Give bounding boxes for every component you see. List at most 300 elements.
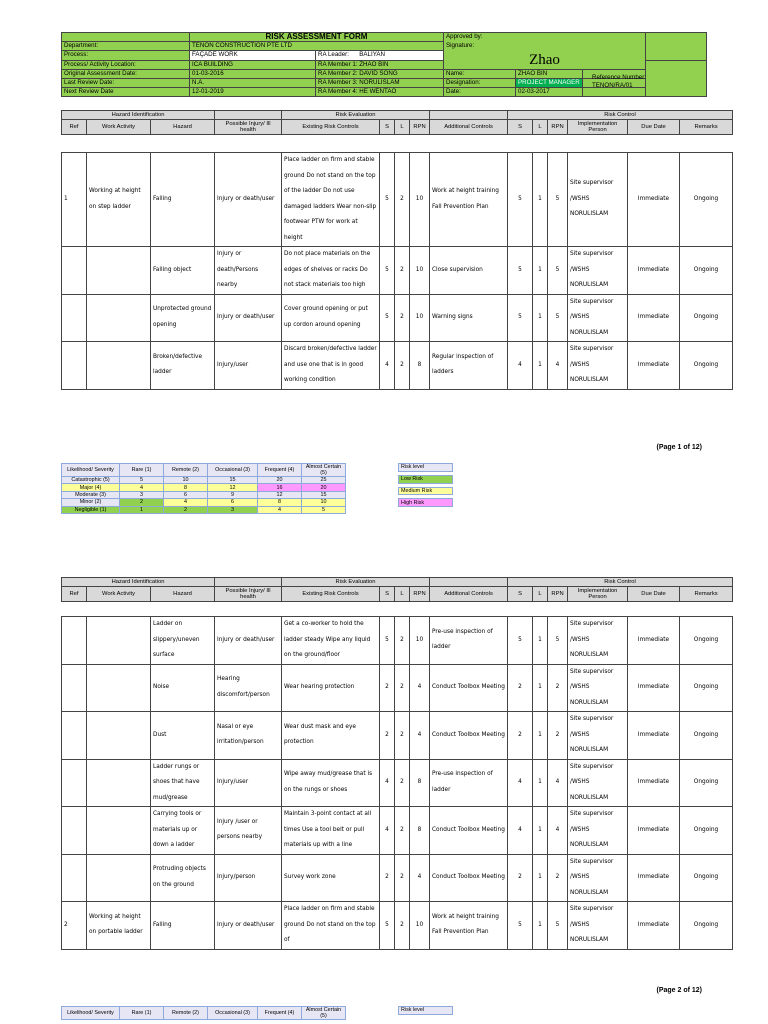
cell-hazard: Carrying tools or materials up or down a ladder [151, 807, 215, 855]
col-header-additional: Additional Controls [430, 587, 508, 602]
cell-ref [62, 854, 87, 902]
legend1-corner: Likelihood/ Severity [62, 464, 120, 477]
cell-l2: 1 [533, 807, 548, 855]
designation-label: Designation: [444, 78, 516, 87]
col-header-injury: Possible Injury/ Ill health [215, 120, 282, 135]
legend1-cell: 4 [164, 499, 208, 506]
legend2-head: Frequent (4) [258, 1007, 302, 1020]
cell-work [87, 664, 151, 712]
date-value: 02-03-2017 [516, 88, 583, 97]
reference-number-label: Reference Number: [592, 74, 646, 81]
cell-remarks: Ongoing [680, 902, 733, 950]
cell-l2: 1 [533, 902, 548, 950]
legend1-cell: 15 [208, 477, 258, 484]
cell-work [87, 617, 151, 665]
col-header-existing: Existing Risk Controls [282, 587, 380, 602]
cell-s: 2 [380, 664, 395, 712]
cell-additional: Conduct Toolbox Meeting [430, 854, 508, 902]
name-value: ZHAO BIN [516, 69, 583, 78]
col-header-remarks: Remarks [680, 587, 733, 602]
cell-ref: 2 [62, 902, 87, 950]
cell-l: 2 [395, 153, 410, 247]
designation-value: PROJECT MANAGER [516, 78, 583, 87]
legend1-head: Almost Certain (5) [302, 464, 346, 477]
cell-ref [62, 247, 87, 295]
next-review-value: 12-01-2019 [190, 88, 316, 97]
cell-s: 2 [380, 854, 395, 902]
cell-impl: Site supervisor /WSHS NORULISLAM [568, 153, 628, 247]
cell-additional: Conduct Toolbox Meeting [430, 807, 508, 855]
cell-hazard: Unprotected ground opening [151, 294, 215, 342]
cell-rpn2: 5 [548, 247, 568, 295]
cell-l: 2 [395, 342, 410, 390]
cell-rpn2: 4 [548, 759, 568, 807]
col-header-s2: S [508, 587, 533, 602]
cell-l: 2 [395, 617, 410, 665]
legend1-cell: 16 [258, 484, 302, 491]
cell-s2: 4 [508, 759, 533, 807]
col-header-impl: Implementation Person [568, 120, 628, 135]
legend1-cell: 5 [302, 506, 346, 513]
cell-rpn: 10 [410, 902, 430, 950]
cell-impl: Site supervisor /WSHS NORULISLAM [568, 664, 628, 712]
cell-work [87, 342, 151, 390]
cell-injury: Injury /user or persons nearby [215, 807, 282, 855]
legend2-head: Remote (2) [164, 1007, 208, 1020]
cell-hazard: Falling [151, 153, 215, 247]
cell-due: Immediate [628, 342, 680, 390]
form-title: RISK ASSESSMENT FORM [190, 33, 444, 42]
risk-level2-risk_level: Risk level [399, 1007, 453, 1015]
cell-injury: Injury or death/user [215, 902, 282, 950]
cell-existing: Cover ground opening or put up cordon around opening [282, 294, 380, 342]
cell-work: Working at height on portable ladder [87, 902, 151, 950]
cell-hazard: Ladder rungs or shoes that have mud/grease [151, 759, 215, 807]
cell-remarks: Ongoing [680, 617, 733, 665]
cell-l2: 1 [533, 759, 548, 807]
ra-member-3: RA Member 3: NORULISLAM [316, 78, 444, 87]
cell-s2: 5 [508, 294, 533, 342]
col-header-rpn2: RPN [548, 120, 568, 135]
cell-s: 5 [380, 617, 395, 665]
cell-rpn2: 5 [548, 153, 568, 247]
cell-rpn: 8 [410, 759, 430, 807]
cell-rpn: 8 [410, 807, 430, 855]
next-review-label: Next Review Date [62, 88, 190, 97]
legend1-cell: 2 [120, 499, 164, 506]
cell-s: 5 [380, 294, 395, 342]
cell-s: 5 [380, 153, 395, 247]
col-header-s2: S [508, 120, 533, 135]
cell-existing: Discard broken/defective ladder and use one that is in good working condition [282, 342, 380, 390]
cell-additional: Conduct Toolbox Meeting [430, 712, 508, 760]
table-row [62, 294, 733, 342]
ra-member-2: RA Member 2: DAVID SONG [316, 69, 444, 78]
page-number-1: (Page 1 of 12) [656, 444, 702, 451]
col-header-s: S [380, 587, 395, 602]
cell-work: Working at height on step ladder [87, 153, 151, 247]
risk-table-page-2 [61, 616, 733, 950]
hazard-identification-header: Hazard Identification [62, 578, 215, 587]
cell-l: 2 [395, 294, 410, 342]
process-value: FAÇADE WORK [190, 51, 316, 60]
cell-l: 2 [395, 902, 410, 950]
col-header-existing: Existing Risk Controls [282, 120, 380, 135]
cell-rpn2: 5 [548, 294, 568, 342]
table-row [62, 854, 733, 902]
legend1-cell: 20 [258, 477, 302, 484]
cell-existing: Wear hearing protection [282, 664, 380, 712]
cell-l: 2 [395, 807, 410, 855]
cell-existing: Wear dust mask and eye protection [282, 712, 380, 760]
cell-due: Immediate [628, 902, 680, 950]
cell-due: Immediate [628, 712, 680, 760]
cell-work [87, 854, 151, 902]
col-header-rpn2: RPN [548, 587, 568, 602]
cell-l2: 1 [533, 342, 548, 390]
risk-matrix-legend-1 [61, 463, 346, 514]
cell-hazard: Noise [151, 664, 215, 712]
cell-rpn2: 2 [548, 664, 568, 712]
signature-label: Signature: [444, 42, 646, 51]
col-header-l: L [395, 587, 410, 602]
legend1-cell: 6 [164, 491, 208, 498]
legend1-severity-label: Minor (2) [62, 499, 120, 506]
legend1-cell: 1 [120, 506, 164, 513]
col-header-ref: Ref [62, 120, 87, 135]
legend1-head: Frequent (4) [258, 464, 302, 477]
original-date-value: 01-03-2016 [190, 69, 316, 78]
cell-l: 2 [395, 712, 410, 760]
cell-l: 2 [395, 664, 410, 712]
cell-remarks: Ongoing [680, 712, 733, 760]
department-value: TENON CONSTRUCTION PTE LTD [190, 42, 444, 51]
cell-s2: 5 [508, 902, 533, 950]
cell-s2: 2 [508, 664, 533, 712]
date-label: Date: [444, 88, 516, 97]
col-header-injury: Possible Injury/ Ill health [215, 587, 282, 602]
cell-existing: Do not place materials on the edges of shelves or racks Do not stack materials too high [282, 247, 380, 295]
cell-s: 4 [380, 759, 395, 807]
table-row [62, 807, 733, 855]
cell-ref [62, 807, 87, 855]
cell-due: Immediate [628, 247, 680, 295]
name-label: Name: [444, 69, 516, 78]
cell-due: Immediate [628, 807, 680, 855]
cell-rpn: 10 [410, 617, 430, 665]
cell-rpn: 4 [410, 854, 430, 902]
legend1-cell: 8 [164, 484, 208, 491]
col-header-work: Work Activity [87, 120, 151, 135]
cell-remarks: Ongoing [680, 807, 733, 855]
risk-level-legend-2 [398, 1006, 453, 1015]
cell-ref [62, 759, 87, 807]
cell-impl: Site supervisor /WSHS NORULISLAM [568, 902, 628, 950]
header-spacer [430, 578, 508, 587]
table-row [62, 153, 733, 247]
cell-additional: Warning signs [430, 294, 508, 342]
cell-rpn: 4 [410, 712, 430, 760]
risk-control-header: Risk Control [508, 578, 733, 587]
legend1-cell: 12 [258, 491, 302, 498]
cell-work [87, 759, 151, 807]
cell-l2: 1 [533, 664, 548, 712]
cell-hazard: Ladder on slippery/uneven surface [151, 617, 215, 665]
legend1-cell: 25 [302, 477, 346, 484]
cell-l: 2 [395, 759, 410, 807]
cell-impl: Site supervisor /WSHS NORULISLAM [568, 807, 628, 855]
signature-value: Zhao [444, 51, 646, 69]
hazard-identification-header: Hazard Identification [62, 111, 215, 120]
cell-impl: Site supervisor /WSHS NORULISLAM [568, 617, 628, 665]
col-header-work: Work Activity [87, 587, 151, 602]
cell-work [87, 712, 151, 760]
cell-impl: Site supervisor /WSHS NORULISLAM [568, 712, 628, 760]
activity-label: Process/ Activity Location: [62, 60, 190, 69]
cell-s2: 5 [508, 617, 533, 665]
legend2-head: Almost Certain (5) [302, 1007, 346, 1020]
cell-s2: 5 [508, 153, 533, 247]
col-header-rpn: RPN [410, 587, 430, 602]
col-header-l2: L [533, 587, 548, 602]
cell-ref [62, 664, 87, 712]
cell-injury: Injury/person [215, 854, 282, 902]
col-header-l2: L [533, 120, 548, 135]
col-header-due: Due Date [628, 587, 680, 602]
cell-existing: Get a co-worker to hold the ladder steady Wipe any liquid on the ground/floor [282, 617, 380, 665]
last-review-value: N.A. [190, 78, 316, 87]
cell-injury: Injury/user [215, 342, 282, 390]
cell-due: Immediate [628, 854, 680, 902]
cell-rpn2: 4 [548, 342, 568, 390]
cell-additional: Regular inspection of ladders [430, 342, 508, 390]
col-header-additional: Additional Controls [430, 120, 508, 135]
risk-level1-medium: Medium Risk [399, 487, 453, 495]
legend2-head: Rare (1) [120, 1007, 164, 1020]
cell-additional: Work at height training Fall Prevention Plan [430, 153, 508, 247]
risk-level1-high: High Risk [399, 499, 453, 507]
cell-impl: Site supervisor /WSHS NORULISLAM [568, 854, 628, 902]
cell-s: 5 [380, 902, 395, 950]
col-header-hazard: Hazard [151, 120, 215, 135]
cell-rpn2: 5 [548, 617, 568, 665]
cell-rpn: 10 [410, 247, 430, 295]
column-headers-page-2 [61, 577, 733, 602]
cell-hazard: Falling object [151, 247, 215, 295]
cell-existing: Place ladder on firm and stable ground Do not stand on the top of the ladder Do not use damaged ladders Wear non-slip footwear PTW for work at height [282, 153, 380, 247]
cell-remarks: Ongoing [680, 854, 733, 902]
cell-l2: 1 [533, 153, 548, 247]
cell-hazard: Broken/defective ladder [151, 342, 215, 390]
cell-work [87, 247, 151, 295]
cell-additional: Work at height training Fall Prevention Plan [430, 902, 508, 950]
cell-remarks: Ongoing [680, 759, 733, 807]
legend1-severity-label: Moderate (3) [62, 491, 120, 498]
legend1-cell: 3 [120, 491, 164, 498]
legend1-severity-label: Catastrophic (5) [62, 477, 120, 484]
cell-due: Immediate [628, 664, 680, 712]
cell-l2: 1 [533, 712, 548, 760]
risk-level1-low: Low Risk [399, 475, 453, 483]
table-row [62, 617, 733, 665]
cell-rpn2: 2 [548, 712, 568, 760]
cell-injury: Injury or death/user [215, 617, 282, 665]
risk-evaluation-header: Risk Evaluation [282, 111, 430, 120]
cell-hazard: Dust [151, 712, 215, 760]
ra-member-4: RA Member 4: HE WENTAO [316, 88, 444, 97]
cell-injury: Hearing discomfort/person [215, 664, 282, 712]
cell-injury: Injury or death/user [215, 153, 282, 247]
reference-number [592, 74, 646, 90]
cell-due: Immediate [628, 617, 680, 665]
legend1-cell: 10 [164, 477, 208, 484]
legend1-cell: 3 [208, 506, 258, 513]
cell-impl: Site supervisor /WSHS NORULISLAM [568, 342, 628, 390]
ra-leader-value: BALIYAN [359, 51, 385, 59]
cell-ref [62, 617, 87, 665]
cell-injury: Nasal or eye irritation/person [215, 712, 282, 760]
cell-s: 2 [380, 712, 395, 760]
table-row [62, 664, 733, 712]
legend1-head: Remote (2) [164, 464, 208, 477]
activity-value: ICA BUILDING [190, 60, 316, 69]
cell-hazard: Falling [151, 902, 215, 950]
cell-due: Immediate [628, 759, 680, 807]
cell-remarks: Ongoing [680, 664, 733, 712]
legend1-head: Rare (1) [120, 464, 164, 477]
cell-l2: 1 [533, 854, 548, 902]
col-header-hazard: Hazard [151, 587, 215, 602]
cell-s2: 4 [508, 807, 533, 855]
risk-control-header: Risk Control [508, 111, 733, 120]
cell-work [87, 807, 151, 855]
legend1-cell: 4 [258, 506, 302, 513]
legend1-cell: 6 [208, 499, 258, 506]
last-review-label: Last Review Date: [62, 78, 190, 87]
department-label: Department: [62, 42, 190, 51]
legend2-head: Occasional (3) [208, 1007, 258, 1020]
legend1-cell: 4 [120, 484, 164, 491]
header-spacer [215, 578, 282, 587]
risk-matrix-legend-2 [61, 1006, 346, 1020]
table-row [62, 247, 733, 295]
cell-rpn2: 2 [548, 854, 568, 902]
cell-impl: Site supervisor /WSHS NORULISLAM [568, 759, 628, 807]
cell-ref: 1 [62, 153, 87, 247]
cell-injury: Injury or death/Persons nearby [215, 247, 282, 295]
approved-by-label: Approved by: [444, 33, 646, 42]
cell-remarks: Ongoing [680, 153, 733, 247]
cell-injury: Injury or death/user [215, 294, 282, 342]
column-headers-page-1 [61, 110, 733, 135]
col-header-ref: Ref [62, 587, 87, 602]
cell-s: 5 [380, 247, 395, 295]
legend1-cell: 5 [120, 477, 164, 484]
cell-hazard: Protruding objects on the ground [151, 854, 215, 902]
cell-impl: Site supervisor /WSHS NORULISLAM [568, 247, 628, 295]
cell-l: 2 [395, 247, 410, 295]
risk-table-page-1 [61, 152, 733, 390]
cell-rpn: 4 [410, 664, 430, 712]
cell-l2: 1 [533, 294, 548, 342]
table-row [62, 759, 733, 807]
cell-existing: Place ladder on firm and stable ground Do not stand on the top of [282, 902, 380, 950]
cell-remarks: Ongoing [680, 342, 733, 390]
cell-rpn2: 5 [548, 902, 568, 950]
cell-remarks: Ongoing [680, 247, 733, 295]
header-spacer [430, 111, 508, 120]
col-header-rpn: RPN [410, 120, 430, 135]
ra-leader-label: RA Leader: [318, 51, 349, 59]
risk-evaluation-header: Risk Evaluation [282, 578, 430, 587]
legend1-cell: 2 [164, 506, 208, 513]
cell-rpn2: 4 [548, 807, 568, 855]
cell-s: 4 [380, 342, 395, 390]
cell-l2: 1 [533, 247, 548, 295]
cell-due: Immediate [628, 294, 680, 342]
table-row [62, 342, 733, 390]
reference-number-value: TENON/RA/01 [592, 82, 633, 89]
cell-ref [62, 294, 87, 342]
cell-impl: Site supervisor /WSHS NORULISLAM [568, 294, 628, 342]
cell-rpn: 8 [410, 342, 430, 390]
cell-remarks: Ongoing [680, 294, 733, 342]
legend1-severity-label: Negligible (1) [62, 506, 120, 513]
legend1-cell: 9 [208, 491, 258, 498]
col-header-due: Due Date [628, 120, 680, 135]
cell-ref [62, 712, 87, 760]
cell-s2: 2 [508, 854, 533, 902]
cell-ref [62, 342, 87, 390]
legend1-severity-label: Major (4) [62, 484, 120, 491]
ra-member-1: RA Member 1: ZHAO BIN [316, 60, 444, 69]
cell-s2: 2 [508, 712, 533, 760]
page-number-2: (Page 2 of 12) [656, 987, 702, 994]
legend1-cell: 8 [258, 499, 302, 506]
risk-level-legend-1 [398, 463, 453, 507]
cell-injury: Injury/user [215, 759, 282, 807]
table-row [62, 902, 733, 950]
legend1-cell: 12 [208, 484, 258, 491]
cell-l2: 1 [533, 617, 548, 665]
cell-due: Immediate [628, 153, 680, 247]
cell-existing: Maintain 3-point contact at all times Use a tool belt or pull materials up with a line [282, 807, 380, 855]
cell-additional: Pre-use inspection of ladder [430, 617, 508, 665]
legend1-cell: 10 [302, 499, 346, 506]
cell-existing: Survey work zone [282, 854, 380, 902]
original-date-label: Original Assessment Date: [62, 69, 190, 78]
cell-s: 4 [380, 807, 395, 855]
cell-l: 2 [395, 854, 410, 902]
legend1-cell: 15 [302, 491, 346, 498]
cell-additional: Close supervision [430, 247, 508, 295]
cell-additional: Conduct Toolbox Meeting [430, 664, 508, 712]
col-header-l: L [395, 120, 410, 135]
cell-work [87, 294, 151, 342]
cell-s2: 4 [508, 342, 533, 390]
legend1-head: Occasional (3) [208, 464, 258, 477]
col-header-remarks: Remarks [680, 120, 733, 135]
cell-rpn: 10 [410, 294, 430, 342]
legend1-cell: 20 [302, 484, 346, 491]
col-header-s: S [380, 120, 395, 135]
cell-rpn: 10 [410, 153, 430, 247]
header-spacer [215, 111, 282, 120]
cell-additional: Pre-use inspection of ladder [430, 759, 508, 807]
risk-level1-risk_level: Risk level [399, 464, 453, 472]
cell-existing: Wipe away mud/grease that is on the rungs or shoes [282, 759, 380, 807]
legend2-corner: Likelihood/ Severity [62, 1007, 120, 1020]
